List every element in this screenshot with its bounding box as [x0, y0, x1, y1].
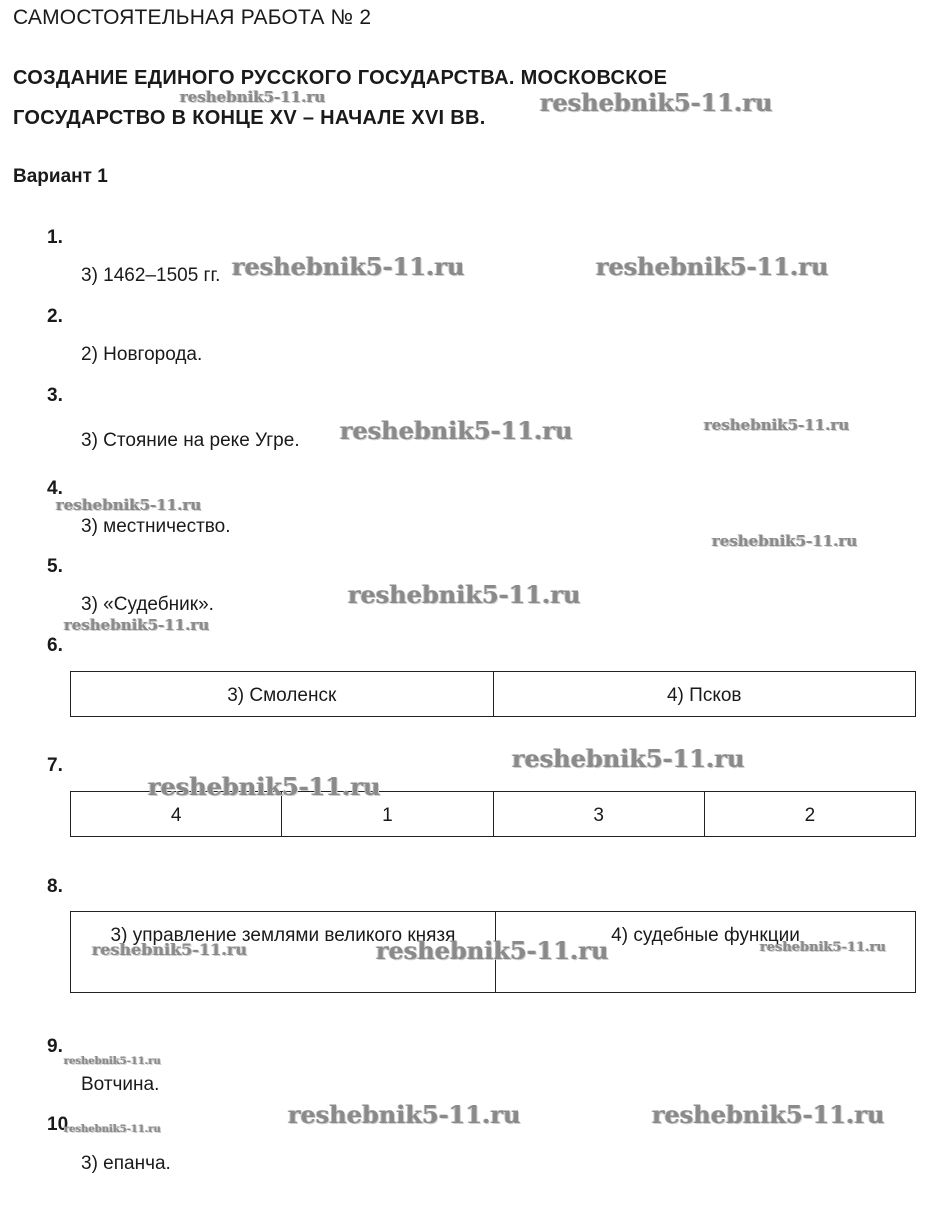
watermark: reshebnik5-11.ru: [760, 940, 887, 955]
watermark: reshebnik5-11.ru: [64, 616, 210, 634]
watermark: reshebnik5-11.ru: [596, 252, 829, 281]
question-8-cell: 4) судебные функции: [496, 912, 916, 993]
title-line-1: СОЗДАНИЕ ЕДИНОГО РУССКОГО ГОСУДАРСТВА. МОСКОВСКОЕ: [13, 67, 668, 89]
question-8-number: 8.: [47, 876, 63, 897]
question-2-number: 2.: [47, 306, 63, 327]
question-7-cell: 1: [282, 792, 493, 837]
question-3-number: 3.: [47, 385, 63, 406]
question-7-cell: 2: [704, 792, 915, 837]
document-heading: САМОСТОЯТЕЛЬНАЯ РАБОТА № 2: [13, 6, 372, 29]
watermark: reshebnik5-11.ru: [376, 936, 609, 965]
question-6-number: 6.: [47, 635, 63, 656]
watermark: reshebnik5-11.ru: [56, 496, 202, 514]
watermark: reshebnik5-11.ru: [704, 416, 850, 434]
watermark: reshebnik5-11.ru: [540, 88, 773, 117]
question-9-number: 9.: [47, 1036, 63, 1057]
question-2-answer: 2) Новгорода.: [81, 344, 203, 365]
watermark: reshebnik5-11.ru: [340, 416, 573, 445]
watermark: reshebnik5-11.ru: [92, 940, 248, 959]
question-6-cell: 4) Псков: [493, 672, 916, 717]
question-1-answer: 3) 1462–1505 гг.: [81, 265, 221, 286]
watermark: reshebnik5-11.ru: [652, 1100, 885, 1129]
watermark: reshebnik5-11.ru: [712, 532, 858, 550]
question-10-answer: 3) епанча.: [81, 1153, 171, 1174]
watermark: reshebnik5-11.ru: [348, 580, 581, 609]
question-7-cell: 4: [71, 792, 282, 837]
question-7-number: 7.: [47, 755, 63, 776]
question-7-table: [70, 791, 916, 837]
question-6-table: [70, 671, 916, 717]
watermark: reshebnik5-11.ru: [64, 1056, 161, 1067]
question-4-number: 4.: [47, 478, 63, 499]
question-5-answer: 3) «Судебник».: [81, 594, 214, 615]
variant-label: Вариант 1: [13, 166, 108, 187]
question-10-number: 10.: [47, 1114, 74, 1135]
watermark: reshebnik5-11.ru: [148, 772, 381, 801]
question-5-number: 5.: [47, 556, 63, 577]
question-4-answer: 3) местничество.: [81, 516, 231, 537]
watermark: reshebnik5-11.ru: [180, 88, 326, 106]
question-7-cell: 3: [493, 792, 704, 837]
question-8-cell: 3) управление землями великого князя: [71, 912, 496, 993]
watermark: reshebnik5-11.ru: [232, 252, 465, 281]
question-8-table: [70, 911, 916, 993]
question-6-cell: 3) Смоленск: [71, 672, 494, 717]
question-9-answer: Вотчина.: [81, 1074, 160, 1095]
question-3-answer: 3) Стояние на реке Угре.: [81, 430, 300, 451]
watermark: reshebnik5-11.ru: [288, 1100, 521, 1129]
title-line-2: ГОСУДАРСТВО В КОНЦЕ XV – НАЧАЛЕ XVI ВВ.: [13, 107, 486, 129]
watermark: reshebnik5-11.ru: [512, 744, 745, 773]
question-1-number: 1.: [47, 227, 63, 248]
watermark: reshebnik5-11.ru: [64, 1124, 161, 1135]
